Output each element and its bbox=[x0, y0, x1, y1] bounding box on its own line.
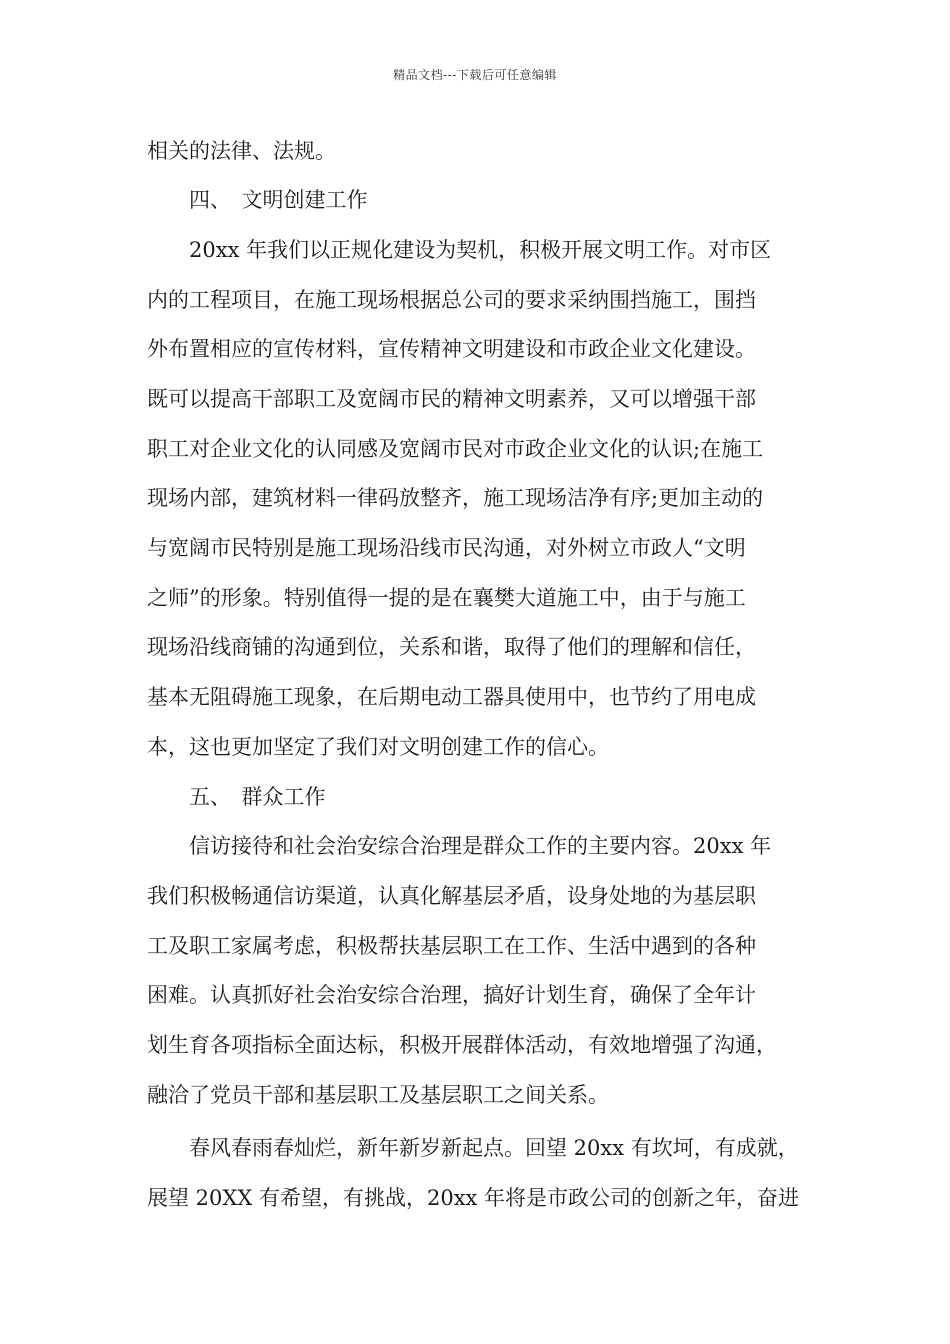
text-line: 相关的法律、法规。 bbox=[147, 139, 336, 163]
text-line: 信访接待和社会治安综合治理是群众工作的主要内容。20xx 年 bbox=[147, 834, 772, 858]
text-line: 现场内部，建筑材料一律码放整齐，施工现场洁净有序;更加主动的 bbox=[147, 486, 764, 510]
text-line: 既可以提高干部职工及宽阔市民的精神文明素养，又可以增强干部 bbox=[147, 387, 756, 411]
text-line: 工及职工家属考虑，积极帮扶基层职工在工作、生活中遇到的各种 bbox=[147, 934, 756, 958]
text-line: 划生育各项指标全面达标，积极开展群体活动，有效地增强了沟通， bbox=[147, 1033, 777, 1057]
text-line: 内的工程项目，在施工现场根据总公司的要求采纳围挡施工，围挡 bbox=[147, 288, 756, 312]
text-line: 本，这也更加坚定了我们对文明创建工作的信心。 bbox=[147, 735, 609, 759]
text-line: 现场沿线商铺的沟通到位，关系和谐，取得了他们的理解和信任， bbox=[147, 635, 756, 659]
text-line: 春风春雨春灿烂，新年新岁新起点。回望 20xx 有坎坷，有成就， bbox=[147, 1136, 799, 1160]
text-line: 外布置相应的宣传材料，宣传精神文明建设和市政企业文化建设。 bbox=[147, 337, 756, 361]
text-line: 展望 20XX 有希望，有挑战，20xx 年将是市政公司的创新之年，奋进 bbox=[147, 1186, 800, 1210]
text-line: 职工对企业文化的认同感及宽阔市民对市政企业文化的认识;在施工 bbox=[147, 437, 764, 461]
text-line: 基本无阻碍施工现象，在后期电动工器具使用中，也节约了用电成 bbox=[147, 685, 756, 709]
text-line: 20xx 年我们以正规化建设为契机，积极开展文明工作。对市区 bbox=[147, 238, 772, 262]
text-line: 与宽阔市民特别是施工现场沿线市民沟通，对外树立市政人“文明 bbox=[147, 536, 746, 560]
text-line: 之师”的形象。特别值得一提的是在襄樊大道施工中，由于与施工 bbox=[147, 586, 746, 610]
page-header: 精品文档---下载后可任意编辑 bbox=[393, 68, 557, 82]
text-line: 困难。认真抓好社会治安综合治理，搞好计划生育，确保了全年计 bbox=[147, 983, 756, 1007]
text-line: 我们积极畅通信访渠道，认真化解基层矛盾，设身处地的为基层职 bbox=[147, 884, 756, 908]
section-heading: 五、 群众工作 bbox=[147, 785, 326, 809]
text-line: 融洽了党员干部和基层职工及基层职工之间关系。 bbox=[147, 1083, 609, 1107]
section-heading: 四、 文明创建工作 bbox=[147, 188, 368, 212]
